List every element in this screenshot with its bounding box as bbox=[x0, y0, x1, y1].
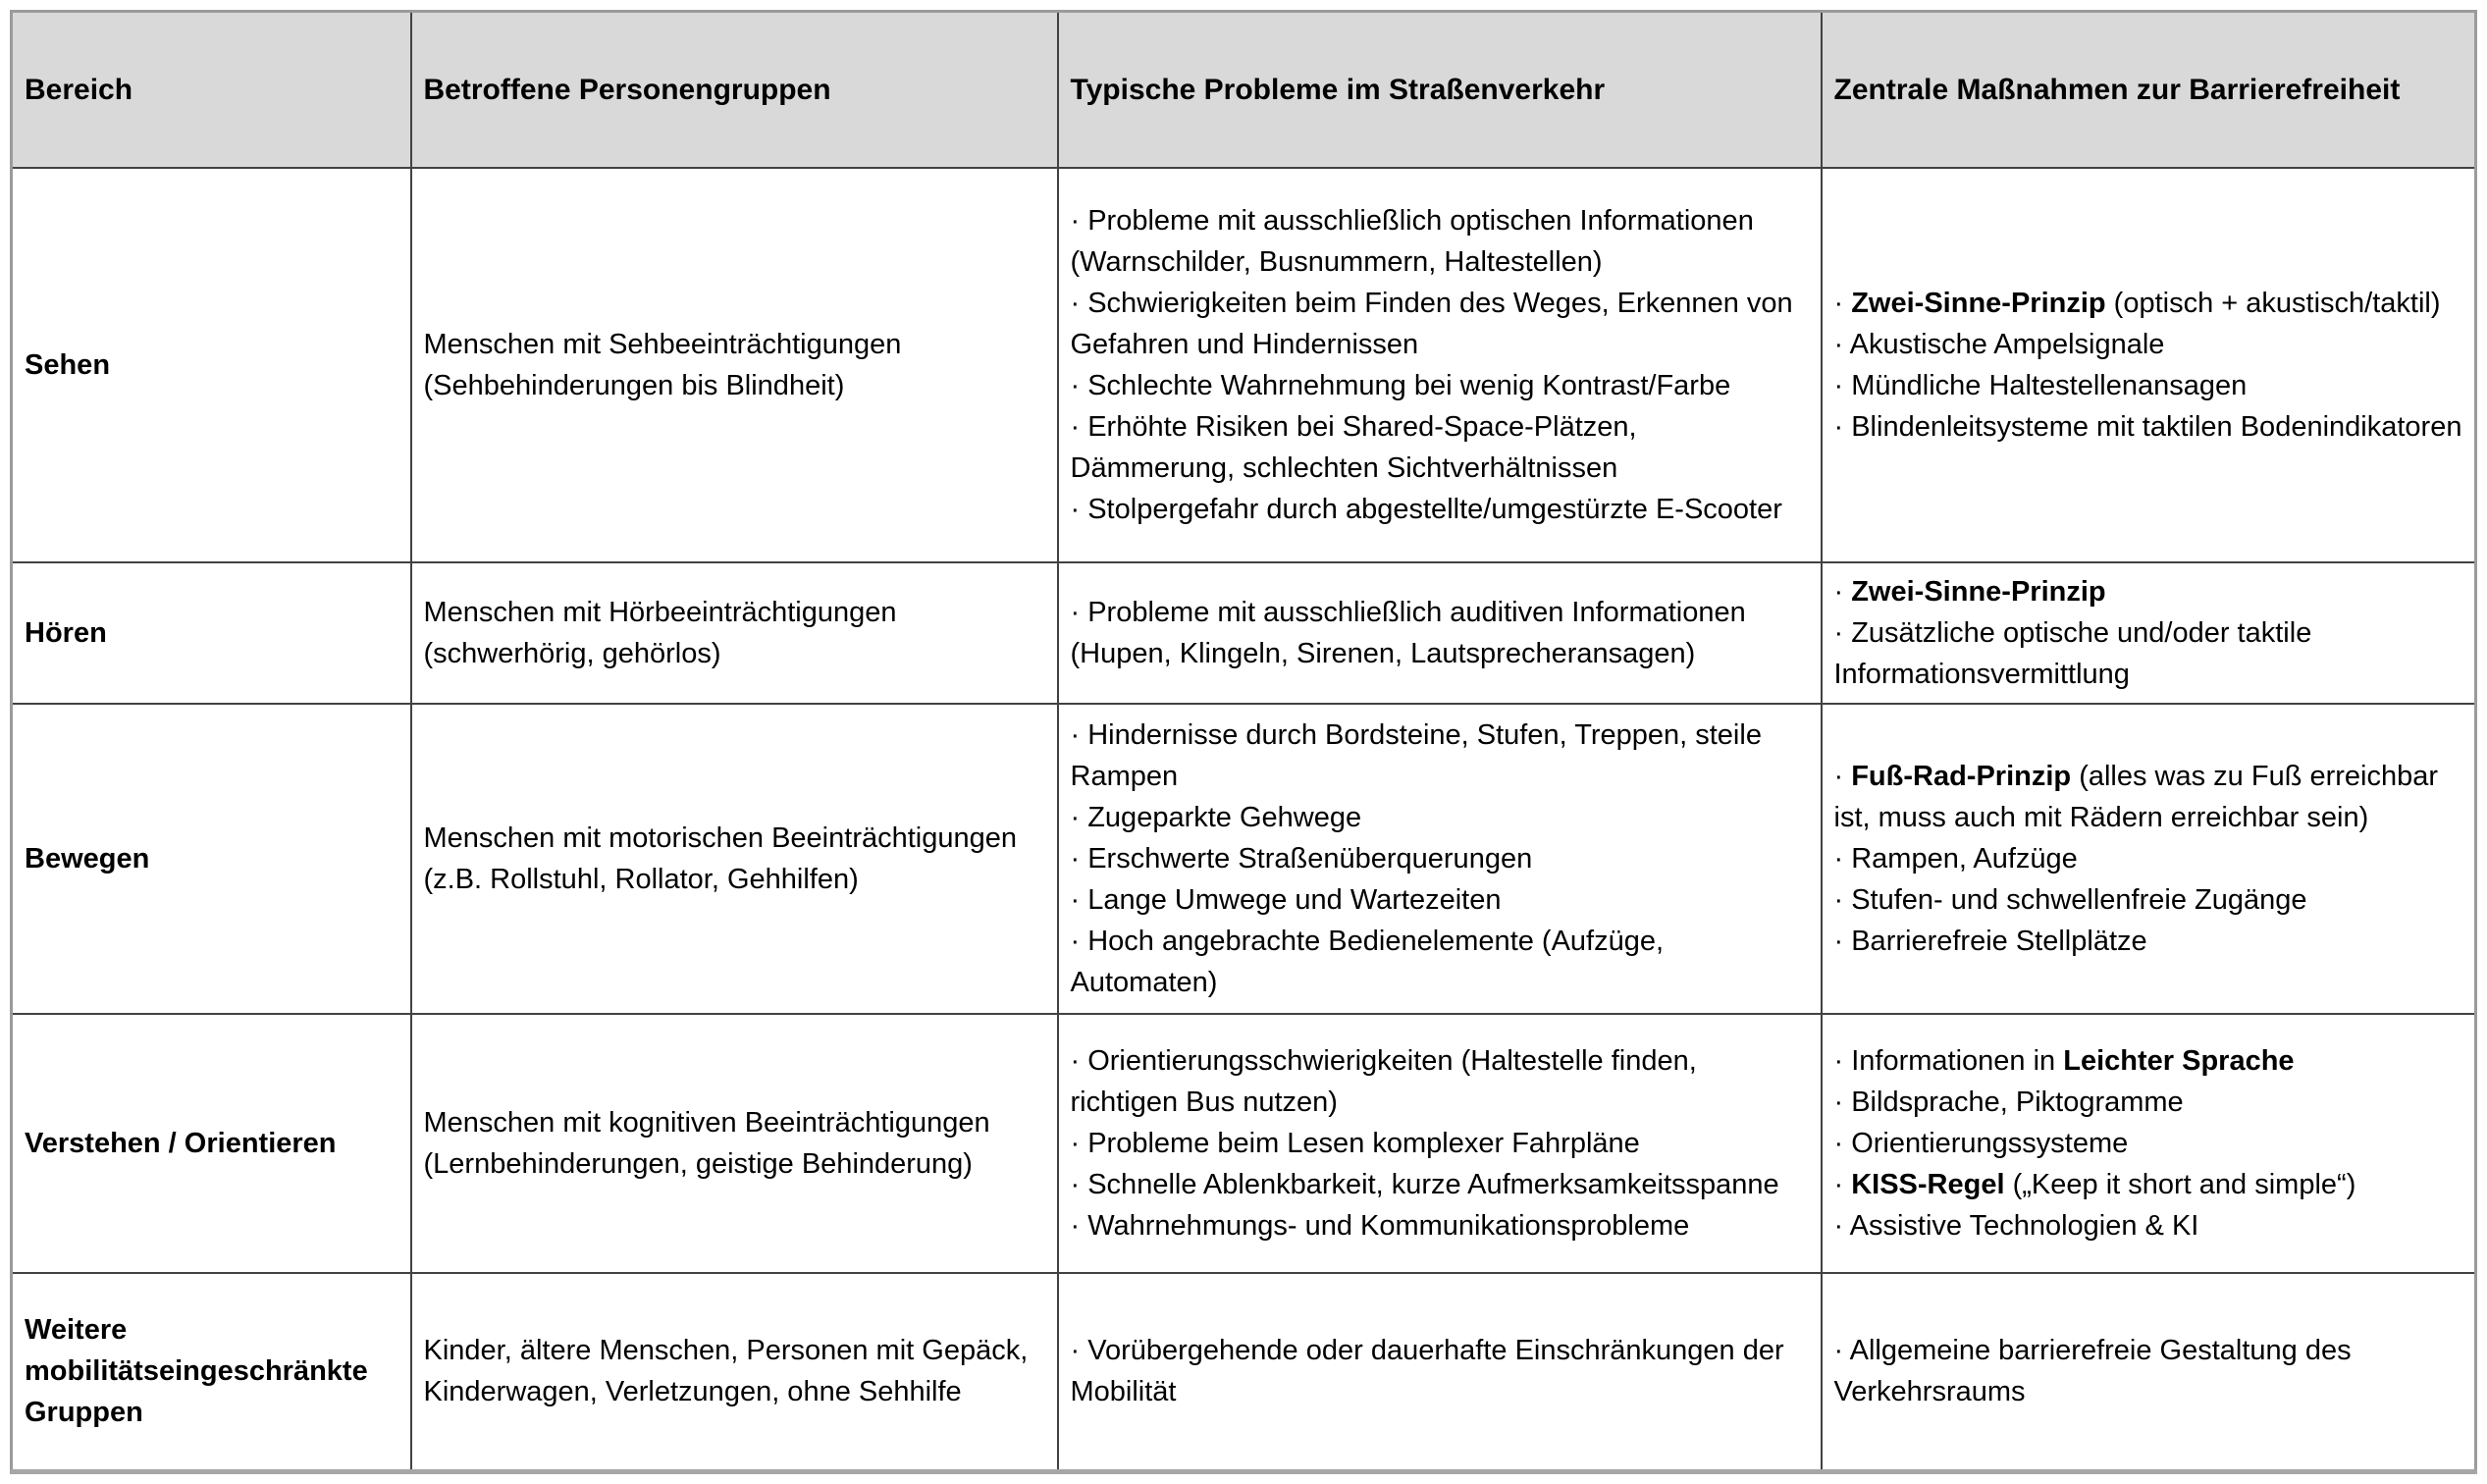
column-header-massnahmen: Zentrale Maßnahmen zur Barrierefreiheit bbox=[1822, 12, 2476, 169]
bullet-item: · Stufen- und schwellenfreie Zugänge bbox=[1833, 884, 2307, 917]
bullet-dot: · bbox=[1833, 884, 1852, 917]
cell-probleme bbox=[1058, 1014, 1822, 1273]
bullet-dot: · bbox=[1833, 1086, 1852, 1119]
bullet-item: · Erhöhte Risiken bei Shared-Space-Plätzen, Dämmerung, schlechten Sichtverhältnissen bbox=[1070, 411, 1637, 485]
bullet-dot: · bbox=[1070, 802, 1088, 834]
bullet-item: · Hindernisse durch Bordsteine, Stufen, Treppen, steile Rampen bbox=[1070, 718, 1762, 793]
bullet-item: · Probleme mit ausschließlich auditiven Informationen (Hupen, Klingeln, Sirenen, Lautsprecheransagen) bbox=[1070, 597, 1746, 670]
bullet-dot: · bbox=[1833, 1169, 1852, 1201]
bullet-dot: · bbox=[1833, 287, 1852, 319]
table-row bbox=[12, 168, 2476, 562]
bullet-item: · Akustische Ampelsignale bbox=[1833, 328, 2165, 360]
cell-personengruppen: Menschen mit Hörbeeinträchtigungen (schwerhörig, gehörlos) bbox=[411, 562, 1058, 704]
bullet-dot: · bbox=[1833, 1045, 1852, 1078]
cell-massnahmen bbox=[1822, 168, 2476, 562]
table-body bbox=[12, 168, 2476, 1471]
cell-massnahmen bbox=[1822, 1273, 2476, 1471]
bullet-item: · Schnelle Ablenkbarkeit, kurze Aufmerksamkeitsspanne bbox=[1070, 1169, 1779, 1201]
bullet-item: · Probleme mit ausschließlich optischen Informationen (Warnschilder, Busnummern, Haltestellen) bbox=[1070, 204, 1754, 278]
bullet-dot: · bbox=[1833, 370, 1852, 401]
cell-personengruppen: Menschen mit motorischen Beeinträchtigungen (z.B. Rollstuhl, Rollator, Gehhilfen) bbox=[411, 704, 1058, 1014]
table-row bbox=[12, 704, 2476, 1014]
cell-massnahmen bbox=[1822, 562, 2476, 704]
bullet-item: · Blindenleitsysteme mit taktilen Bodenindikatoren bbox=[1833, 411, 2462, 444]
cell-personengruppen: Menschen mit kognitiven Beeinträchtigungen (Lernbehinderungen, geistige Behinderung) bbox=[411, 1014, 1058, 1273]
bullet-item: · Mündliche Haltestellenansagen bbox=[1833, 370, 2248, 401]
bullet-item: · Rampen, Aufzüge bbox=[1833, 843, 2078, 875]
bullet-dot: · bbox=[1070, 843, 1088, 875]
bullet-dot: · bbox=[1833, 843, 1852, 875]
bullet-item: · Probleme beim Lesen komplexer Fahrpläne bbox=[1070, 1128, 1640, 1160]
bullet-item: · Informationen in Leichter Sprache bbox=[1833, 1045, 2295, 1078]
bullet-item: · Allgemeine barrierefreie Gestaltung des Verkehrsraums bbox=[1833, 1335, 2352, 1408]
bullet-dot: · bbox=[1833, 1335, 1850, 1367]
header-row bbox=[12, 12, 2476, 169]
bullet-item: · Lange Umwege und Wartezeiten bbox=[1070, 884, 1502, 917]
column-header-probleme: Typische Probleme im Straßenverkehr bbox=[1058, 12, 1822, 169]
bullet-dot: · bbox=[1070, 718, 1088, 751]
cell-bereich: Weitere mobilitätseingeschränkte Gruppen bbox=[12, 1273, 411, 1471]
bullet-item: · Schwierigkeiten beim Finden des Weges, Erkennen von Gefahren und Hindernissen bbox=[1070, 287, 1793, 360]
bullet-dot: · bbox=[1833, 411, 1852, 444]
cell-personengruppen: Menschen mit Sehbeeinträchtigungen (Sehbehinderungen bis Blindheit) bbox=[411, 168, 1058, 562]
bullet-dot: · bbox=[1833, 926, 1852, 958]
bullet-item: · Bildsprache, Piktogramme bbox=[1833, 1086, 2184, 1119]
bullet-item: · Erschwerte Straßenüberquerungen bbox=[1070, 843, 1533, 875]
cell-bereich: Hören bbox=[12, 562, 411, 704]
bullet-dot: · bbox=[1833, 328, 1850, 360]
bullet-item: · Orientierungssysteme bbox=[1833, 1128, 2129, 1160]
bullet-dot: · bbox=[1070, 370, 1088, 401]
bullet-item: · Vorübergehende oder dauerhafte Einschränkungen der Mobilität bbox=[1070, 1335, 1784, 1408]
bullet-item: · Zusätzliche optische und/oder taktile Informationsvermittlung bbox=[1833, 617, 2312, 691]
bullet-item: · Assistive Technologien & KI bbox=[1833, 1210, 2199, 1243]
bullet-item: · Barrierefreie Stellplätze bbox=[1833, 926, 2147, 958]
column-header-personengruppen: Betroffene Personengruppen bbox=[411, 12, 1058, 169]
cell-probleme bbox=[1058, 704, 1822, 1014]
bullet-dot: · bbox=[1833, 576, 1852, 608]
accessibility-matrix-table bbox=[10, 10, 2477, 1474]
bullet-dot: · bbox=[1070, 494, 1088, 526]
bullet-item: · Stolpergefahr durch abgestellte/umgestürzte E-Scooter bbox=[1070, 494, 1782, 526]
cell-massnahmen bbox=[1822, 704, 2476, 1014]
bullet-dot: · bbox=[1070, 411, 1088, 444]
bullet-item: · KISS-Regel („Keep it short and simple“) bbox=[1833, 1169, 2356, 1201]
table-row bbox=[12, 562, 2476, 704]
bullet-item: · Zugeparkte Gehwege bbox=[1070, 802, 1362, 834]
cell-bereich: Bewegen bbox=[12, 704, 411, 1014]
table-row bbox=[12, 1273, 2476, 1471]
bullet-dot: · bbox=[1070, 204, 1088, 237]
cell-personengruppen: Kinder, ältere Menschen, Personen mit Gepäck, Kinderwagen, Verletzungen, ohne Sehhilfe bbox=[411, 1273, 1058, 1471]
bullet-dot: · bbox=[1070, 1045, 1088, 1078]
bullet-dot: · bbox=[1070, 884, 1088, 917]
bullet-item: · Hoch angebrachte Bedienelemente (Aufzüge, Automaten) bbox=[1070, 926, 1665, 999]
bullet-dot: · bbox=[1070, 597, 1088, 629]
table-row bbox=[12, 1014, 2476, 1273]
cell-probleme bbox=[1058, 1273, 1822, 1471]
cell-probleme bbox=[1058, 168, 1822, 562]
table-header bbox=[12, 12, 2476, 169]
bullet-item: · Orientierungsschwierigkeiten (Haltestelle finden, richtigen Bus nutzen) bbox=[1070, 1045, 1697, 1119]
bullet-dot: · bbox=[1833, 1128, 1852, 1160]
bullet-item: · Fuß-Rad-Prinzip (alles was zu Fuß erreichbar ist, muss auch mit Rädern erreichbar sein) bbox=[1833, 761, 2439, 834]
bullet-dot: · bbox=[1070, 1169, 1088, 1201]
bullet-item: · Zwei-Sinne-Prinzip bbox=[1833, 576, 2106, 608]
bullet-item: · Zwei-Sinne-Prinzip (optisch + akustisch/taktil) bbox=[1833, 287, 2441, 319]
bullet-dot: · bbox=[1833, 761, 1852, 793]
bullet-item: · Wahrnehmungs- und Kommunikationsprobleme bbox=[1070, 1210, 1690, 1243]
cell-massnahmen bbox=[1822, 1014, 2476, 1273]
cell-bereich: Verstehen / Orientieren bbox=[12, 1014, 411, 1273]
bullet-dot: · bbox=[1070, 1210, 1088, 1243]
bullet-item: · Schlechte Wahrnehmung bei wenig Kontrast/Farbe bbox=[1070, 370, 1731, 401]
cell-probleme bbox=[1058, 562, 1822, 704]
bullet-dot: · bbox=[1833, 617, 1852, 650]
column-header-bereich: Bereich bbox=[12, 12, 411, 169]
bullet-dot: · bbox=[1833, 1210, 1850, 1243]
cell-bereich: Sehen bbox=[12, 168, 411, 562]
bullet-dot: · bbox=[1070, 287, 1088, 319]
bullet-dot: · bbox=[1070, 926, 1088, 958]
bullet-dot: · bbox=[1070, 1335, 1088, 1367]
bullet-dot: · bbox=[1070, 1128, 1088, 1160]
